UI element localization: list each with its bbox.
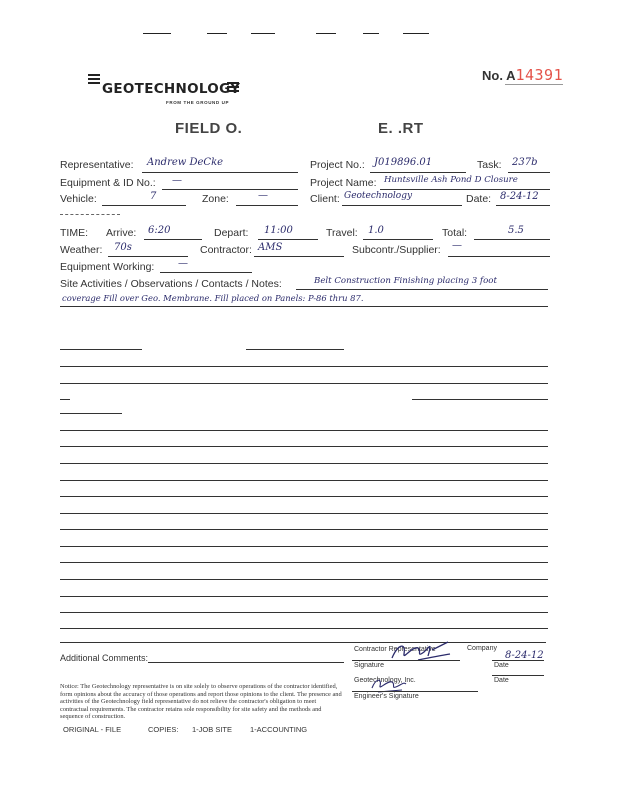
depart-label: Depart: bbox=[214, 227, 249, 239]
signature-date-value[interactable]: 8-24-12 bbox=[505, 650, 544, 661]
footer-accounting: 1-ACCOUNTING bbox=[250, 725, 308, 734]
scan-mark bbox=[251, 33, 275, 34]
note-line bbox=[60, 383, 548, 384]
depart-line bbox=[258, 239, 318, 240]
zone-value[interactable]: — bbox=[258, 190, 268, 201]
note-line bbox=[60, 562, 548, 563]
contractor-rep-label: Contractor Representative bbox=[354, 646, 436, 653]
note-line bbox=[60, 628, 548, 629]
signature-date-line bbox=[492, 660, 544, 661]
subcontractor-line bbox=[448, 256, 550, 257]
contractor-label: Contractor: bbox=[200, 244, 252, 256]
logo-mark-icon bbox=[88, 74, 102, 88]
vehicle-value[interactable]: 7 bbox=[150, 191, 157, 202]
weather-value[interactable]: 70s bbox=[114, 242, 132, 253]
project-name-label: Project Name: bbox=[310, 177, 377, 189]
date2-label: Date bbox=[494, 677, 509, 684]
arrive-label: Arrive: bbox=[106, 227, 137, 239]
date-label-bottom: Date bbox=[494, 662, 509, 669]
task-value[interactable]: 237b bbox=[512, 157, 538, 168]
client-value[interactable]: Geotechnology bbox=[344, 191, 413, 201]
project-no-line bbox=[370, 172, 466, 173]
vehicle-label: Vehicle: bbox=[60, 193, 97, 205]
arrive-line bbox=[144, 239, 202, 240]
notice-text: Notice: The Geotechnology representative is on site solely to observe operations of the contractor identified, form opinions about the accuracy of those operations and report those opinions to the client. The presence and activities of the Geotechnology field representative do not relieve the contractor's obligation to meet contractual requirements. The contractor retains sole responsibility for site safety and the methods and sequence of construction. bbox=[60, 683, 342, 721]
date-value[interactable]: 8-24-12 bbox=[500, 191, 539, 202]
project-name-value[interactable]: Huntsville Ash Pond D Closure bbox=[384, 175, 518, 185]
note-line bbox=[60, 399, 70, 400]
equipment-working-label: Equipment Working: bbox=[60, 261, 155, 273]
arrive-value[interactable]: 6:20 bbox=[148, 225, 171, 236]
logo-subtitle: FROM THE GROUND UP bbox=[166, 100, 230, 105]
client-label: Client: bbox=[310, 193, 340, 205]
equipment-working-value[interactable]: — bbox=[178, 258, 188, 269]
equipment-line bbox=[162, 189, 298, 190]
representative-value[interactable]: Andrew DeCke bbox=[147, 157, 224, 168]
footer-original: ORIGINAL - FILE bbox=[63, 725, 122, 734]
contractor-value[interactable]: AMS bbox=[258, 242, 283, 253]
equipment-label: Equipment & ID No.: bbox=[60, 177, 156, 189]
engineer-date-line bbox=[492, 675, 544, 676]
note-line bbox=[60, 579, 548, 580]
engineer-signature-label: Engineer's Signature bbox=[354, 693, 419, 700]
logo-text: GEOTECHNOLOGY bbox=[102, 81, 241, 97]
subcontractor-value[interactable]: — bbox=[452, 240, 462, 251]
scan-mark bbox=[363, 33, 379, 34]
note-line bbox=[246, 349, 344, 350]
signature-label: Signature bbox=[354, 662, 384, 669]
note-line bbox=[60, 612, 548, 613]
note-line bbox=[60, 463, 548, 464]
weather-line bbox=[108, 256, 188, 257]
page-title-right: E. .RT bbox=[378, 120, 424, 137]
weather-label: Weather: bbox=[60, 244, 103, 256]
scan-mark bbox=[403, 33, 429, 34]
scan-mark bbox=[143, 33, 171, 34]
note-line bbox=[60, 480, 548, 481]
depart-value[interactable]: 11:00 bbox=[264, 225, 293, 236]
date-label: Date: bbox=[466, 193, 492, 205]
form-number-underline bbox=[505, 84, 563, 85]
additional-comments-line bbox=[148, 662, 344, 663]
geotechnology-inc-label: Geotechnology, Inc. bbox=[354, 677, 416, 684]
contractor-line bbox=[254, 256, 344, 257]
form-number-value: 14391 bbox=[515, 66, 564, 84]
total-line bbox=[474, 239, 550, 240]
note-line bbox=[60, 413, 122, 414]
note-line bbox=[60, 513, 548, 514]
activities-line bbox=[296, 289, 548, 290]
additional-comments-label: Additional Comments: bbox=[60, 653, 149, 663]
company-label: Company bbox=[467, 645, 497, 652]
zone-label: Zone: bbox=[202, 193, 229, 205]
total-value[interactable]: 5.5 bbox=[508, 225, 524, 236]
scan-mark bbox=[316, 33, 336, 34]
page-title-left: FIELD O. bbox=[175, 120, 243, 137]
scan-artifact-line bbox=[60, 214, 120, 215]
date-line bbox=[496, 205, 550, 206]
travel-label: Travel: bbox=[326, 227, 358, 239]
form-number-prefix: No. A bbox=[482, 68, 516, 83]
project-no-label: Project No.: bbox=[310, 159, 365, 171]
time-label: TIME: bbox=[60, 227, 88, 239]
task-line bbox=[508, 172, 550, 173]
equipment-working-line bbox=[160, 272, 252, 273]
note-line bbox=[60, 596, 548, 597]
form-number bbox=[482, 66, 563, 85]
company-logo bbox=[88, 74, 258, 114]
equipment-value[interactable]: — bbox=[172, 175, 182, 186]
representative-line bbox=[142, 172, 298, 173]
task-label: Task: bbox=[477, 159, 502, 171]
note-line bbox=[412, 399, 548, 400]
footer-copies: COPIES: bbox=[148, 725, 179, 734]
project-name-line bbox=[380, 189, 550, 190]
note-line bbox=[60, 349, 142, 350]
activities-line bbox=[60, 306, 548, 307]
client-line bbox=[342, 205, 462, 206]
activities-line2[interactable]: coverage Fill over Geo. Membrane. Fill placed on Panels: P-86 thru 87. bbox=[62, 293, 364, 303]
note-line bbox=[60, 496, 548, 497]
activities-label: Site Activities / Observations / Contacts / Notes: bbox=[60, 278, 282, 290]
scan-mark bbox=[207, 33, 227, 34]
project-no-value[interactable]: J019896.01 bbox=[374, 157, 433, 168]
zone-line bbox=[236, 205, 298, 206]
activities-line1[interactable]: Belt Construction Finishing placing 3 foot bbox=[314, 276, 497, 286]
note-line bbox=[60, 446, 548, 447]
contractor-signature-line bbox=[352, 660, 460, 661]
travel-line bbox=[363, 239, 433, 240]
vehicle-line bbox=[102, 205, 186, 206]
note-line bbox=[60, 529, 548, 530]
representative-label: Representative: bbox=[60, 159, 134, 171]
note-line bbox=[60, 366, 548, 367]
travel-value[interactable]: 1.0 bbox=[368, 225, 384, 236]
signature-area-top-line bbox=[60, 642, 546, 643]
subcontractor-label: Subcontr./Supplier: bbox=[352, 244, 441, 256]
note-line bbox=[60, 546, 548, 547]
note-line bbox=[60, 430, 548, 431]
engineer-signature-line bbox=[352, 691, 478, 692]
footer-job-site: 1-JOB SITE bbox=[192, 725, 233, 734]
total-label: Total: bbox=[442, 227, 468, 239]
